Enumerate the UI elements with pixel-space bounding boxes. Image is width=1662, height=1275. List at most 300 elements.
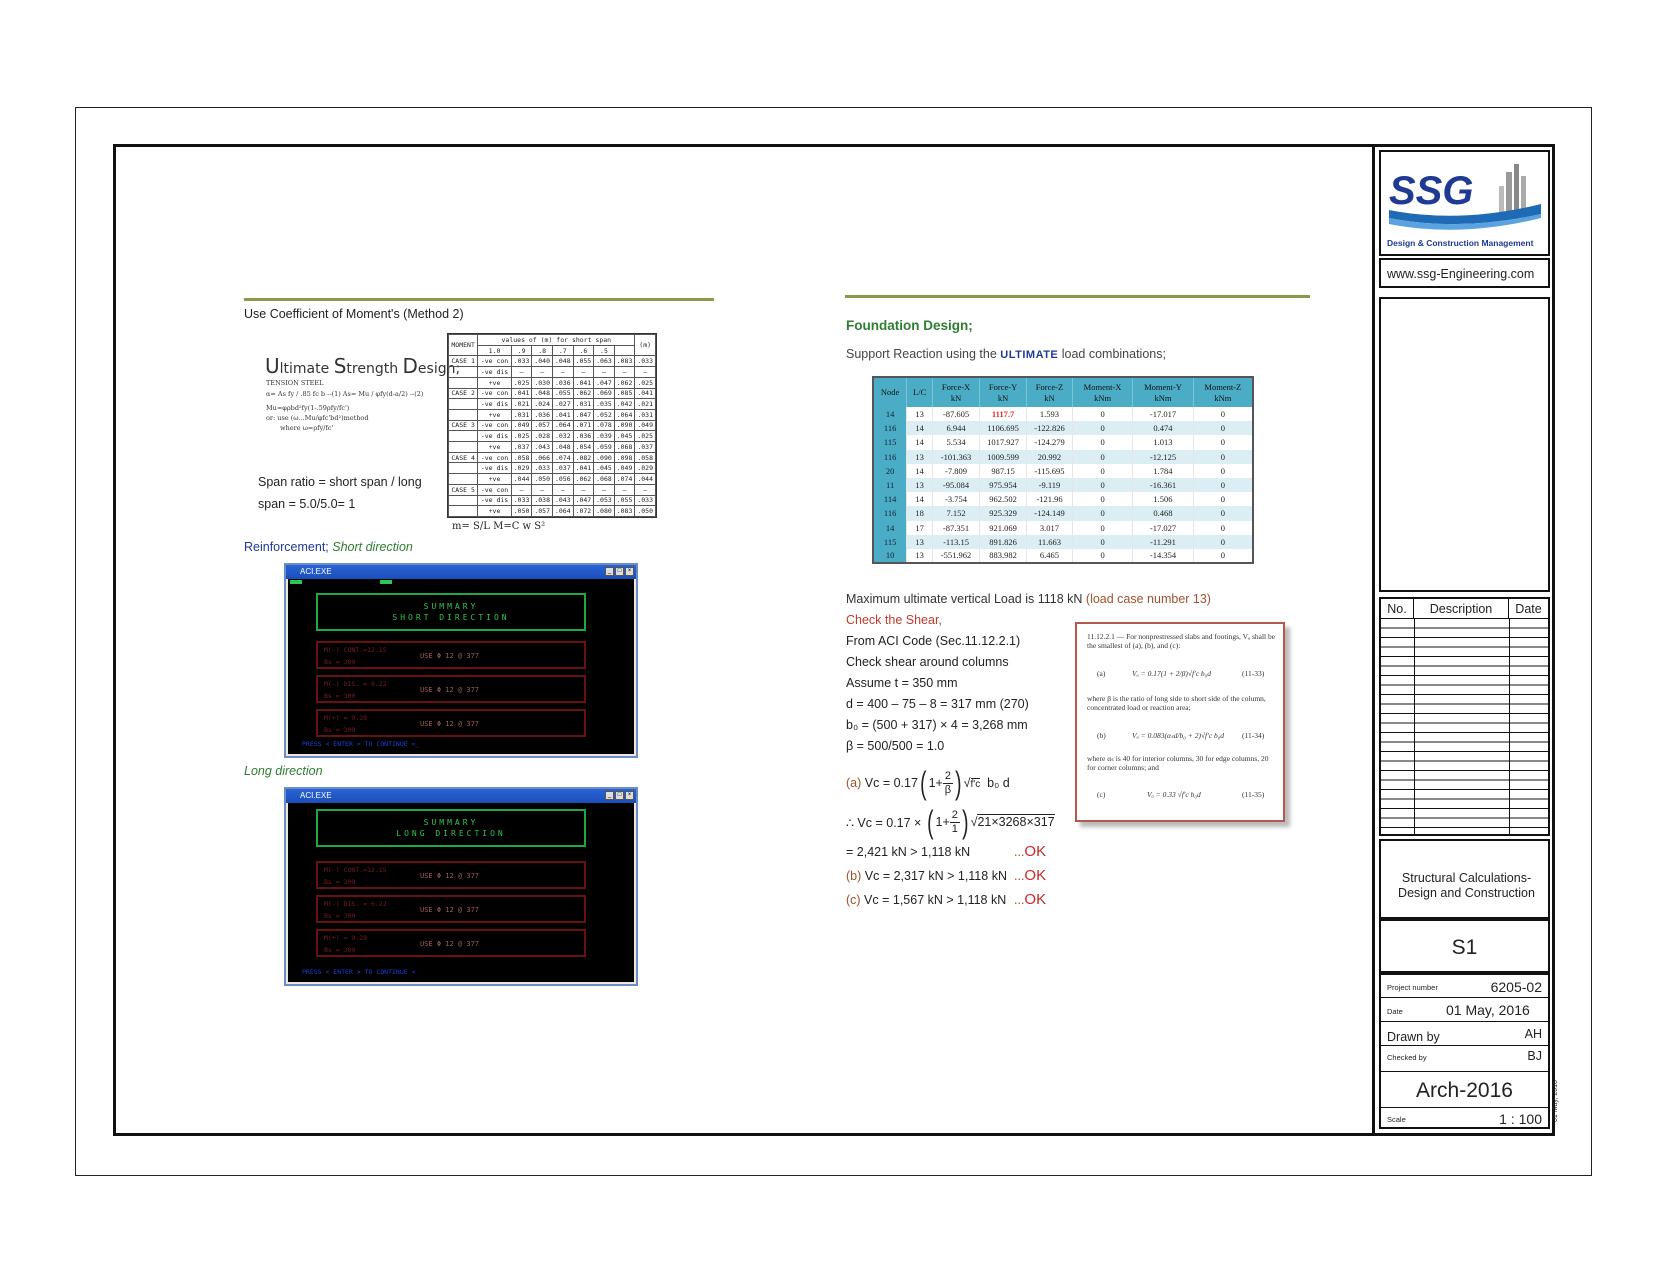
reaction-cell: -16.361 xyxy=(1133,478,1193,492)
info-divider xyxy=(1379,1045,1550,1046)
reaction-cell: 0 xyxy=(1072,492,1132,506)
reaction-cell: 0.474 xyxy=(1133,421,1193,435)
aci-exe-window-long[interactable] xyxy=(284,787,638,986)
coef-cell: — xyxy=(594,367,615,378)
coef-cell: — xyxy=(614,484,635,495)
project-title: Structural Calculations-Design and Construction xyxy=(1398,871,1535,900)
coef-cell: .036 xyxy=(532,409,553,420)
summary-box: SUMMARY SHORT DIRECTION xyxy=(316,593,586,631)
result-b: (b) Vc = 2,317 kN > 1,118 kN ...OK xyxy=(846,867,1047,884)
span-ratio-line2: span = 5.0/5.0= 1 xyxy=(258,497,356,511)
reaction-cell: 0 xyxy=(1193,464,1253,478)
console-cursor-block xyxy=(380,580,392,584)
coef-cell: CASE 4 xyxy=(449,452,478,463)
checked-by-label: Checked by xyxy=(1387,1053,1427,1062)
coef-cell: .058 xyxy=(511,452,532,463)
check-shear-label: Check the Shear, xyxy=(846,613,942,627)
scale-value: 1 : 100 xyxy=(1499,1111,1542,1127)
reaction-header: Force-X kN xyxy=(933,377,980,407)
coef-cell: .032 xyxy=(552,431,573,442)
coef-cell: .025 xyxy=(635,377,656,388)
window-titlebar[interactable] xyxy=(286,565,636,579)
project-number-label: Project number xyxy=(1387,983,1438,992)
coef-header-m: (m) xyxy=(635,335,656,356)
reaction-cell: 0 xyxy=(1193,421,1253,435)
coef-cell: .064 xyxy=(552,420,573,431)
coef-col-header: .5 xyxy=(594,345,615,356)
sketch-line: TENSION STEEL xyxy=(266,379,324,387)
support-reaction-table xyxy=(872,376,1254,564)
reaction-cell: 0 xyxy=(1193,492,1253,506)
coef-cell: .033 xyxy=(635,495,656,506)
coef-cell: .064 xyxy=(552,506,573,517)
coef-cell: .090 xyxy=(614,420,635,431)
coef-cell: — xyxy=(635,484,656,495)
coef-cell: .035 xyxy=(594,399,615,410)
coef-cell: .021 xyxy=(511,399,532,410)
coef-cell: — xyxy=(552,367,573,378)
reaction-cell: -3.754 xyxy=(933,492,980,506)
coef-cell: .062 xyxy=(573,474,594,485)
coef-cell: .025 xyxy=(635,431,656,442)
coef-cell: — xyxy=(511,484,532,495)
usd-sketch xyxy=(262,350,461,460)
reaction-cell: -95.084 xyxy=(933,478,980,492)
moment-coefficient-table xyxy=(447,333,657,518)
info-divider xyxy=(1379,1021,1550,1022)
coef-col-header: 1.0 xyxy=(478,345,512,356)
coef-cell: .064 xyxy=(614,409,635,420)
reaction-cell: 13 xyxy=(907,450,933,464)
coef-col-header: .6 xyxy=(573,345,594,356)
coef-cell: .025 xyxy=(511,377,532,388)
coef-row xyxy=(449,463,656,474)
reaction-cell: 1.593 xyxy=(1027,407,1073,421)
coef-cell xyxy=(449,431,478,442)
coef-cell: .033 xyxy=(532,463,553,474)
reaction-cell: 0 xyxy=(1193,506,1253,520)
coef-cell: .074 xyxy=(552,452,573,463)
maximize-icon[interactable]: □ xyxy=(615,567,624,576)
reaction-cell: 1017.927 xyxy=(980,435,1027,449)
aci-b-ref: (11-34) xyxy=(1242,731,1265,740)
coef-cell: .082 xyxy=(573,452,594,463)
reaction-cell: 14 xyxy=(873,521,907,535)
coef-cell: CASE 2 xyxy=(449,388,478,399)
result-row: M(-) CONT.=12.15 Bs = 300 USE Φ 12 @ 377 xyxy=(316,861,586,889)
reaction-cell: 20 xyxy=(873,464,907,478)
coef-cell: .024 xyxy=(532,399,553,410)
date-label: Date xyxy=(1387,1007,1403,1016)
reaction-cell: 0 xyxy=(1193,450,1253,464)
coef-cell: -ve con xyxy=(478,420,512,431)
result-row: M(-) DIS. = 6.22 Bs = 300 USE Φ 12 @ 377 xyxy=(316,895,586,923)
reaction-cell: 0 xyxy=(1193,407,1253,421)
reaction-cell: 1.013 xyxy=(1133,435,1193,449)
coef-cell xyxy=(449,442,478,453)
reaction-cell: -113.15 xyxy=(933,535,980,549)
coef-cell xyxy=(449,399,478,410)
coef-cell: .045 xyxy=(614,431,635,442)
window-titlebar[interactable] xyxy=(286,789,636,803)
coef-cell: .074 xyxy=(614,474,635,485)
coef-cell: .085 xyxy=(614,388,635,399)
aci-b-eq: Vₐ = 0.083(αₛd/b₀ + 2)√f'c b₀d xyxy=(1132,731,1225,740)
reaction-cell: 116 xyxy=(873,450,907,464)
coef-cell: .072 xyxy=(573,506,594,517)
coef-cell: .028 xyxy=(532,431,553,442)
reaction-row xyxy=(873,478,1253,492)
aci-a-eq: Vₐ = 0.17(1 + 2/β)√f'c b₀d xyxy=(1132,669,1211,678)
coef-cell: — xyxy=(532,484,553,495)
coef-cell: -ve dis xyxy=(478,463,512,474)
arch-label: Arch-2016 xyxy=(1416,1079,1513,1102)
coef-cell: .069 xyxy=(594,388,615,399)
right-divider xyxy=(845,295,1310,298)
coef-cell: CASE 1 xyxy=(449,356,478,367)
coef-cell: — xyxy=(552,484,573,495)
coef-cell xyxy=(449,409,478,420)
left-divider xyxy=(244,298,714,301)
sketch-line: Mu=φρbd²fy(1-.59ρfy/fc') xyxy=(266,404,350,412)
coef-cell: .062 xyxy=(614,377,635,388)
coef-cell: .055 xyxy=(573,356,594,367)
reaction-header: Force-Y kN xyxy=(980,377,1027,407)
coef-cell: -ve dis xyxy=(478,367,512,378)
reaction-row xyxy=(873,464,1253,478)
coef-cell: .033 xyxy=(511,495,532,506)
reaction-header: L/C xyxy=(907,377,933,407)
coef-header-values: values of (m) for short span xyxy=(478,335,635,346)
summary-box: SUMMARY LONG DIRECTION xyxy=(316,809,586,847)
reaction-cell: 116 xyxy=(873,421,907,435)
reaction-cell: 20.992 xyxy=(1027,450,1073,464)
reaction-cell: -101.363 xyxy=(933,450,980,464)
reaction-cell: -12.125 xyxy=(1133,450,1193,464)
result-c: (c) Vc = 1,567 kN > 1,118 kN ...OK xyxy=(846,891,1047,908)
checked-by-value: BJ xyxy=(1527,1049,1542,1063)
coef-col-header: .9 xyxy=(511,345,532,356)
coef-cell xyxy=(449,506,478,517)
coef-cell: .036 xyxy=(573,431,594,442)
support-reaction-line: Support Reaction using the ULTIMATE load combinations; xyxy=(846,347,1166,361)
reaction-cell: -17.017 xyxy=(1133,407,1193,421)
coef-cell: .050 xyxy=(511,506,532,517)
coef-cell: — xyxy=(614,367,635,378)
calc-line: d = 400 – 75 – 8 = 317 mm (270) xyxy=(846,697,1029,711)
reaction-cell: -9.119 xyxy=(1027,478,1073,492)
reaction-cell: 13 xyxy=(907,478,933,492)
reaction-cell: 0 xyxy=(1072,421,1132,435)
coef-row xyxy=(449,356,656,367)
rev-header-description: Description xyxy=(1414,599,1509,618)
coef-cell: .047 xyxy=(594,377,615,388)
coef-cell: .041 xyxy=(552,409,573,420)
max-load-line: Maximum ultimate vertical Load is 1118 kN (load case number 13) xyxy=(846,592,1211,606)
coef-cell: .050 xyxy=(532,474,553,485)
reaction-cell: 883.982 xyxy=(980,549,1027,563)
reaction-row xyxy=(873,506,1253,520)
coef-cell: .047 xyxy=(573,495,594,506)
coef-cell: -ve dis xyxy=(478,431,512,442)
reaction-row xyxy=(873,435,1253,449)
reaction-cell: 0 xyxy=(1072,506,1132,520)
reaction-cell: 5.534 xyxy=(933,435,980,449)
date-value: 01 May, 2016 xyxy=(1446,1002,1530,1018)
foundation-heading: Foundation Design; xyxy=(846,318,973,333)
coef-row xyxy=(449,442,656,453)
coef-cell: +ve xyxy=(478,377,512,388)
coef-cell: .037 xyxy=(511,442,532,453)
minimize-icon[interactable]: _ xyxy=(605,567,614,576)
reaction-cell: 14 xyxy=(907,435,933,449)
reaction-cell: 0 xyxy=(1072,407,1132,421)
coef-cell: .029 xyxy=(635,463,656,474)
close-icon[interactable]: × xyxy=(625,791,634,800)
coef-cell xyxy=(449,377,478,388)
coef-cell: .033 xyxy=(635,356,656,367)
coef-cell: .080 xyxy=(594,506,615,517)
coef-cell: -ve dis xyxy=(478,399,512,410)
reaction-cell: -121.96 xyxy=(1027,492,1073,506)
coef-cell: -ve con xyxy=(478,388,512,399)
reaction-cell: 0 xyxy=(1193,549,1253,563)
coef-cell: .038 xyxy=(532,495,553,506)
coef-cell: — xyxy=(594,484,615,495)
reaction-cell: 115 xyxy=(873,535,907,549)
long-direction-label: Long direction xyxy=(244,764,323,778)
reaction-cell: 115 xyxy=(873,435,907,449)
coef-cell: .031 xyxy=(511,409,532,420)
coef-cell: .049 xyxy=(511,420,532,431)
rev-rows xyxy=(1381,619,1548,834)
press-enter-prompt: PRESS < ENTER > TO CONTINUE < xyxy=(302,968,416,976)
coef-cell xyxy=(449,367,478,378)
equation-a: (a) Vc = 0.17 ( 1+ $\frac{2}{\beta}$ ) √f'c b₀ d xyxy=(846,764,1010,801)
reaction-row xyxy=(873,407,1253,421)
coef-cell: .049 xyxy=(635,420,656,431)
reaction-cell: 7.152 xyxy=(933,506,980,520)
short-direction-label: Short direction xyxy=(332,540,413,554)
reaction-cell: 891.826 xyxy=(980,535,1027,549)
coef-cell: -ve con xyxy=(478,484,512,495)
span-ratio-line1: Span ratio = short span / long xyxy=(258,475,422,489)
coef-cell: .047 xyxy=(573,409,594,420)
result-row: M(+) = 9.28 Bs = 300 USE Φ 12 @ 377 xyxy=(316,709,586,737)
coef-row xyxy=(449,484,656,495)
aci-title: 11.12.2.1 — For nonprestressed slabs and footings, Vₐ shall be the smallest of (a), (b), and (c): xyxy=(1087,632,1276,650)
reaction-cell: 14 xyxy=(907,492,933,506)
reaction-cell: 0 xyxy=(1193,435,1253,449)
minimize-icon[interactable]: _ xyxy=(605,791,614,800)
coef-cell: +ve xyxy=(478,409,512,420)
coef-row xyxy=(449,388,656,399)
reaction-cell: 0 xyxy=(1072,535,1132,549)
reaction-cell: 975.954 xyxy=(980,478,1027,492)
sketch-line: or: use (ω...Mu/φfc'bd²)method xyxy=(266,414,369,422)
website-text: www.ssg-Engineering.com xyxy=(1387,267,1535,281)
side-date: 01 May, 2016 xyxy=(1552,1080,1559,1122)
window-title: ACI.EXE xyxy=(300,567,332,576)
aci-c-ref: (11-35) xyxy=(1242,790,1265,799)
coef-cell: .041 xyxy=(635,388,656,399)
reaction-cell: 0 xyxy=(1072,450,1132,464)
sketch-line: α= As fy / .85 fc b --(1) As= Mu / φfy(d-a/2) --(2) xyxy=(266,390,424,398)
rev-header-date: Date xyxy=(1515,602,1542,616)
aci-mid2: where αₛ is 40 for interior columns, 30 for edge columns, 20 for corner columns; and xyxy=(1087,754,1269,772)
coef-cell: .083 xyxy=(614,356,635,367)
coef-row xyxy=(449,506,656,517)
reaction-cell: 14 xyxy=(907,421,933,435)
reaction-cell: 11.663 xyxy=(1027,535,1073,549)
reaction-row xyxy=(873,421,1253,435)
coef-table-footer: m= S/L M=C w S² xyxy=(452,521,546,532)
reaction-cell: 14 xyxy=(907,464,933,478)
coef-cell: — xyxy=(532,367,553,378)
reinforcement-label: Reinforcement; Short direction xyxy=(244,540,413,554)
reaction-cell: 1009.599 xyxy=(980,450,1027,464)
coef-row xyxy=(449,474,656,485)
coef-cell: .059 xyxy=(594,442,615,453)
coef-cell: .057 xyxy=(532,420,553,431)
coef-cell: +ve xyxy=(478,474,512,485)
sheet-number-box xyxy=(1379,919,1550,973)
coef-cell: .068 xyxy=(614,442,635,453)
coef-cell: .043 xyxy=(552,495,573,506)
blank-notes-box xyxy=(1379,297,1550,592)
coef-cell: .054 xyxy=(573,442,594,453)
coef-cell: — xyxy=(573,484,594,495)
equation-therefore: ∴ Vc = 0.17 × ( 1+ $\frac{2}{1}$ ) √21×3268×317 xyxy=(846,803,1055,840)
coef-cell: .025 xyxy=(511,431,532,442)
reaction-cell: 13 xyxy=(907,535,933,549)
reaction-cell: 17 xyxy=(907,521,933,535)
logo-box xyxy=(1379,150,1550,256)
rev-header-no: No. xyxy=(1381,599,1414,618)
coef-cell: CASE 3 xyxy=(449,420,478,431)
reaction-cell: 1117.7 xyxy=(980,407,1027,421)
reaction-row xyxy=(873,535,1253,549)
coef-cell: .036 xyxy=(552,377,573,388)
coef-cell: .037 xyxy=(635,442,656,453)
reaction-cell: 116 xyxy=(873,506,907,520)
coef-cell: .033 xyxy=(511,356,532,367)
coef-cell: .044 xyxy=(635,474,656,485)
coef-cell: .048 xyxy=(552,356,573,367)
sketch-line: where ω=ρfy/fc' xyxy=(280,424,334,432)
coef-cell xyxy=(449,474,478,485)
reaction-cell: 987.15 xyxy=(980,464,1027,478)
reaction-cell: -124.149 xyxy=(1027,506,1073,520)
reaction-header: Force-Z kN xyxy=(1027,377,1073,407)
result-a: = 2,421 kN > 1,118 kN ...OK xyxy=(846,843,1047,860)
coef-row xyxy=(449,495,656,506)
reaction-cell: -115.695 xyxy=(1027,464,1073,478)
drawn-by-value: AH xyxy=(1524,1027,1542,1041)
reaction-cell: -551.962 xyxy=(933,549,980,563)
coef-cell: .063 xyxy=(594,356,615,367)
coef-cell: .039 xyxy=(594,431,615,442)
website-box xyxy=(1379,258,1550,288)
coef-col-header: .8 xyxy=(532,345,553,356)
project-number: 6205-02 xyxy=(1490,979,1542,995)
coef-cell: +ve xyxy=(478,506,512,517)
coef-cell: — xyxy=(573,367,594,378)
scale-label: Scale xyxy=(1387,1115,1406,1124)
aci-exe-window-short[interactable] xyxy=(284,563,638,758)
reaction-cell: 1106.695 xyxy=(980,421,1027,435)
reaction-cell: 0 xyxy=(1193,535,1253,549)
reaction-cell: 11 xyxy=(873,478,907,492)
usd-title: Ultimate Strength Design; xyxy=(265,354,461,378)
reaction-cell: 0 xyxy=(1072,521,1132,535)
calc-line: Assume t = 350 mm xyxy=(846,676,958,690)
close-icon[interactable]: × xyxy=(625,567,634,576)
coef-cell: .083 xyxy=(614,506,635,517)
coef-cell: .027 xyxy=(552,399,573,410)
coef-cell: .048 xyxy=(532,388,553,399)
result-row: M(-) CONT.=12.15 Bs = 300 USE Φ 12 @ 377 xyxy=(316,641,586,669)
coef-cell: .029 xyxy=(511,463,532,474)
reaction-cell: -11.291 xyxy=(1133,535,1193,549)
aci-a-label: (a) xyxy=(1097,669,1106,678)
console-screen xyxy=(288,579,634,754)
coef-cell: — xyxy=(635,367,656,378)
logo-subtitle: Design & Construction Management xyxy=(1387,238,1534,248)
reaction-cell: 1.506 xyxy=(1133,492,1193,506)
aci-c-eq: Vₐ = 0.33 √f'c b₀d xyxy=(1147,790,1201,799)
coef-cell: .066 xyxy=(532,452,553,463)
reaction-cell: 6.465 xyxy=(1027,549,1073,563)
reaction-cell: 18 xyxy=(907,506,933,520)
reaction-cell: -122.826 xyxy=(1027,421,1073,435)
coef-cell: .030 xyxy=(532,377,553,388)
coef-row xyxy=(449,399,656,410)
reaction-cell: 925.329 xyxy=(980,506,1027,520)
maximize-icon[interactable]: □ xyxy=(615,791,624,800)
reaction-cell: -17.027 xyxy=(1133,521,1193,535)
reaction-row xyxy=(873,549,1253,563)
reaction-cell: -87.351 xyxy=(933,521,980,535)
result-row: M(+) = 9.28 Bs = 300 USE Φ 12 @ 377 xyxy=(316,929,586,957)
reaction-cell: 13 xyxy=(907,549,933,563)
reaction-row xyxy=(873,492,1253,506)
calc-line: Check shear around columns xyxy=(846,655,1009,669)
reaction-cell: 3.017 xyxy=(1027,521,1073,535)
coef-cell: — xyxy=(511,367,532,378)
sheet-number: S1 xyxy=(1451,936,1478,959)
coef-cell: .044 xyxy=(511,474,532,485)
coef-row xyxy=(449,420,656,431)
reaction-cell: 0.468 xyxy=(1133,506,1193,520)
reaction-cell: 114 xyxy=(873,492,907,506)
coef-cell: .071 xyxy=(573,420,594,431)
reaction-cell: 962.502 xyxy=(980,492,1027,506)
reaction-header: Moment-X kNm xyxy=(1072,377,1132,407)
coef-cell: -ve con xyxy=(478,356,512,367)
coef-cell: .052 xyxy=(594,409,615,420)
calc-line: b₀ = (500 + 317) × 4 = 3,268 mm xyxy=(846,718,1028,732)
reaction-cell: 1.784 xyxy=(1133,464,1193,478)
coef-cell: .068 xyxy=(594,474,615,485)
reaction-row xyxy=(873,450,1253,464)
coef-cell: .031 xyxy=(573,399,594,410)
reaction-cell: 0 xyxy=(1072,478,1132,492)
reaction-cell: -87.605 xyxy=(933,407,980,421)
reaction-cell: 14 xyxy=(873,407,907,421)
result-row: M(-) DIS. = 6.22 Bs = 300 USE Φ 12 @ 377 xyxy=(316,675,586,703)
reaction-cell: -14.354 xyxy=(1133,549,1193,563)
